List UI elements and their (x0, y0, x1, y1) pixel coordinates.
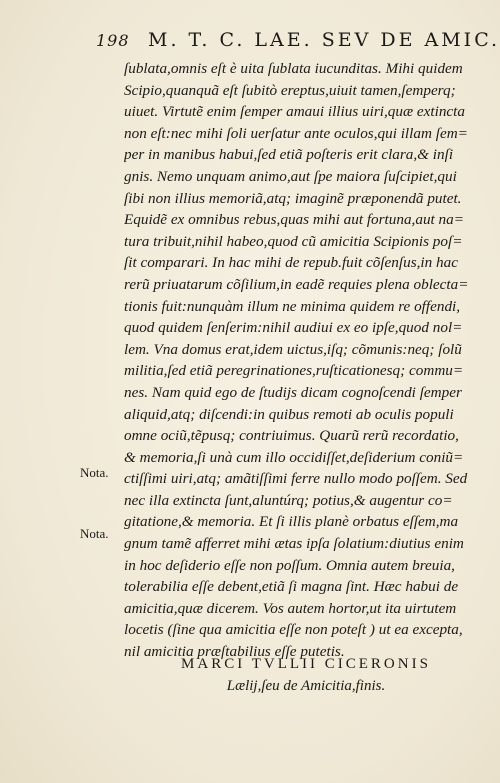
page-header (96, 29, 500, 53)
text-line: aliquid,atq; diſcendi:in quibus remoti ab oculis populi (124, 405, 454, 423)
text-line: ſublata,omnis eſt è uita ſublata iucunditas. Mihi quidem (124, 60, 463, 77)
text-line: locetis (ſine qua amicitia eſſe non poteſt ) ut ea excepta, (124, 621, 463, 639)
text-line: militia,ſed etiã peregrinationes,ruſticationesq; commu= (124, 362, 464, 380)
text-line: gnum tamẽ afferret mihi ætas ipſa ſolatium:diutius enim (124, 535, 464, 553)
margin-note: Nota. (80, 526, 109, 541)
text-line: ctiſſimi uiri,atq; amãtiſſimi ferre nullo modo poſſem. Sed (124, 470, 468, 488)
text-line: uiuet. Virtutẽ enim ſemper amaui illius uiri,quæ extincta (124, 103, 465, 121)
margin-note: Nota. (80, 465, 109, 480)
text-line: ſibi non illius memoriã,atq; imaginẽ præponendã putet. (124, 189, 462, 207)
text-line: ſit comparari. In hac mihi de repub.fuit cõſenſus,in hac (124, 254, 458, 272)
text-line: amicitia,quæ dicerem. Vos autem hortor,ut ita uirtutem (124, 599, 457, 617)
text-line: tura tribuit,nihil habeo,quod cũ amicitia Scipionis poſ= (124, 232, 463, 250)
text-line: Scipio,quanquã eſt ſubitò ereptus,uiuit tamen,ſemperq; (124, 81, 456, 99)
text-line: rerũ priuatarum cõſilium,in eadẽ requies plena oblecta= (124, 275, 469, 293)
colophon-subtitle: Lælij,ſeu de Amicitia,finis. (226, 678, 386, 694)
text-line: nec illa extincta ſunt,aluntúrq; potius,& augentur co= (124, 491, 453, 509)
text-line: gitatione,& memoria. Et ſi illis planè orbatus eſſem,ma (124, 513, 459, 531)
page-number: 198 (96, 31, 130, 50)
text-line: in hoc deſiderio eſſe non poſſum. Omnia autem breuia, (124, 556, 455, 574)
body-text (124, 58, 488, 663)
text-line: gnis. Nemo unquam animo,aut ſpe maiora ſuſcipiet,qui (124, 167, 457, 185)
text-line: per in manibus habui,ſed etiã poſteris erit clara,& inſi (124, 146, 454, 164)
running-head: M. T. C. LAE. SEV DE AMIC. (148, 29, 500, 51)
text-line: omne ociũ,tẽpusq; contriuimus. Quarũ rerũ recordatio, (124, 427, 459, 445)
text-line: quod quidem ſenſerim:nihil audiui ex eo ipſe,quod nol= (124, 319, 463, 337)
text-line: & memoria,ſi unà cum illo occidiſſet,deſiderium coniũ= (124, 448, 464, 466)
text-line: tolerabilia eſſe debent,etiã ſi magna ſint. Hæc habui de (124, 578, 459, 596)
text-line: nes. Nam quid ego de ſtudijs dicam cognoſcendi ſemper (124, 383, 462, 401)
text-line: tionis fuit:nunquàm illum ne minima quidem re offendi, (124, 297, 461, 315)
text-line: Equidẽ ex omnibus rebus,quas mihi aut fortuna,aut na= (124, 211, 464, 229)
text-line: non eſt:nec mihi ſoli uerſatur ante oculos,qui illam ſem= (124, 124, 468, 142)
text-line: nil amicitia præſtabilius eſſe putetis. (124, 643, 345, 661)
colophon-title: MARCI TVLLII CICERONIS (181, 656, 431, 672)
text-line: lem. Vna domus erat,idem uictus,iſq; cõmunis:neq; ſolũ (124, 340, 462, 358)
